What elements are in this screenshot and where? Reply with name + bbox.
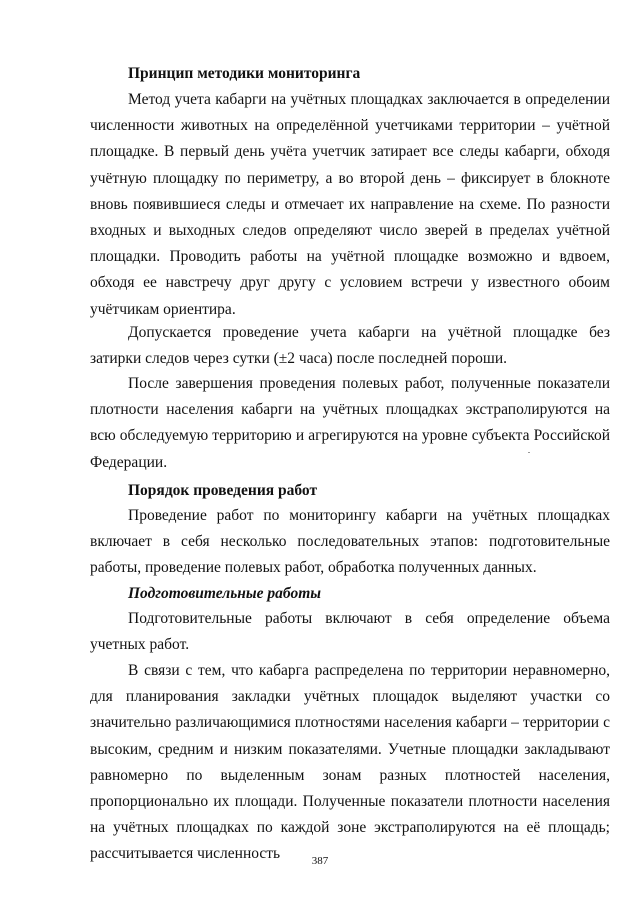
paragraph-uneven-distribution: В связи с тем, что кабарга распределена по территории неравномерно, для планирования закладки учётных площадок выделяют участки со значительно различающимися плотностями населения кабарги – территории с высоким, средним и низким показателями. Учетные площадки закладывают равномерно по выделенным зонам разных плотностей населения, пропорционально их площади. Полученные показатели плотности населения на учётных площадках по каждой зоне экстраполируются на её площадь; рассчитывается численность <box>90 662 610 863</box>
section-heading-preparatory-work: Подготовительные работы <box>128 585 322 602</box>
paragraph-allowed-without-erasing: Допускается проведение учета кабарги на учётной площадке без затирки следов через сутки (±2 часа) после последней пороши. <box>90 324 610 368</box>
section-heading-work-order: Порядок проведения работ <box>128 482 318 499</box>
page-number: 387 <box>311 855 329 867</box>
paragraph-preparatory-work: Подготовительные работы включают в себя определение объема учетных работ. <box>90 610 610 654</box>
paragraph-work-stages: Проведение работ по мониторингу кабарги на учётных площадках включает в себя несколько последовательных этапов: подготовительные работы, проведение полевых работ, обработка полученных данных. <box>90 507 610 577</box>
section-heading-monitoring-principle: Принцип методики мониторинга <box>128 65 361 82</box>
paragraph-method: Метод учета кабарги на учётных площадках заключается в определении численности животных на определённой учетчиками территории – учётной площадке. В первый день учёта учетчик затирает все следы кабарги, обходя учётную площадку по периметру, а во второй день – фиксирует в блокноте вновь появившиеся следы и отмечает их направление на схеме. По разности входных и выходных следов определяют число зверей в пределах учётной площадки. Проводить работы на учётной площадке возможно и вдвоем, обходя ее навстречу друг другу с условием встречи у известного обоим учётчикам ориентира. <box>90 91 610 318</box>
scan-speck <box>528 452 530 453</box>
paragraph-after-fieldwork: После завершения проведения полевых работ, полученные показатели плотности населения кабарги на учётных площадках экстраполируются на всю обследуемую территорию и агрегируются на уровне субъекта Российской Федерации. <box>90 375 610 471</box>
